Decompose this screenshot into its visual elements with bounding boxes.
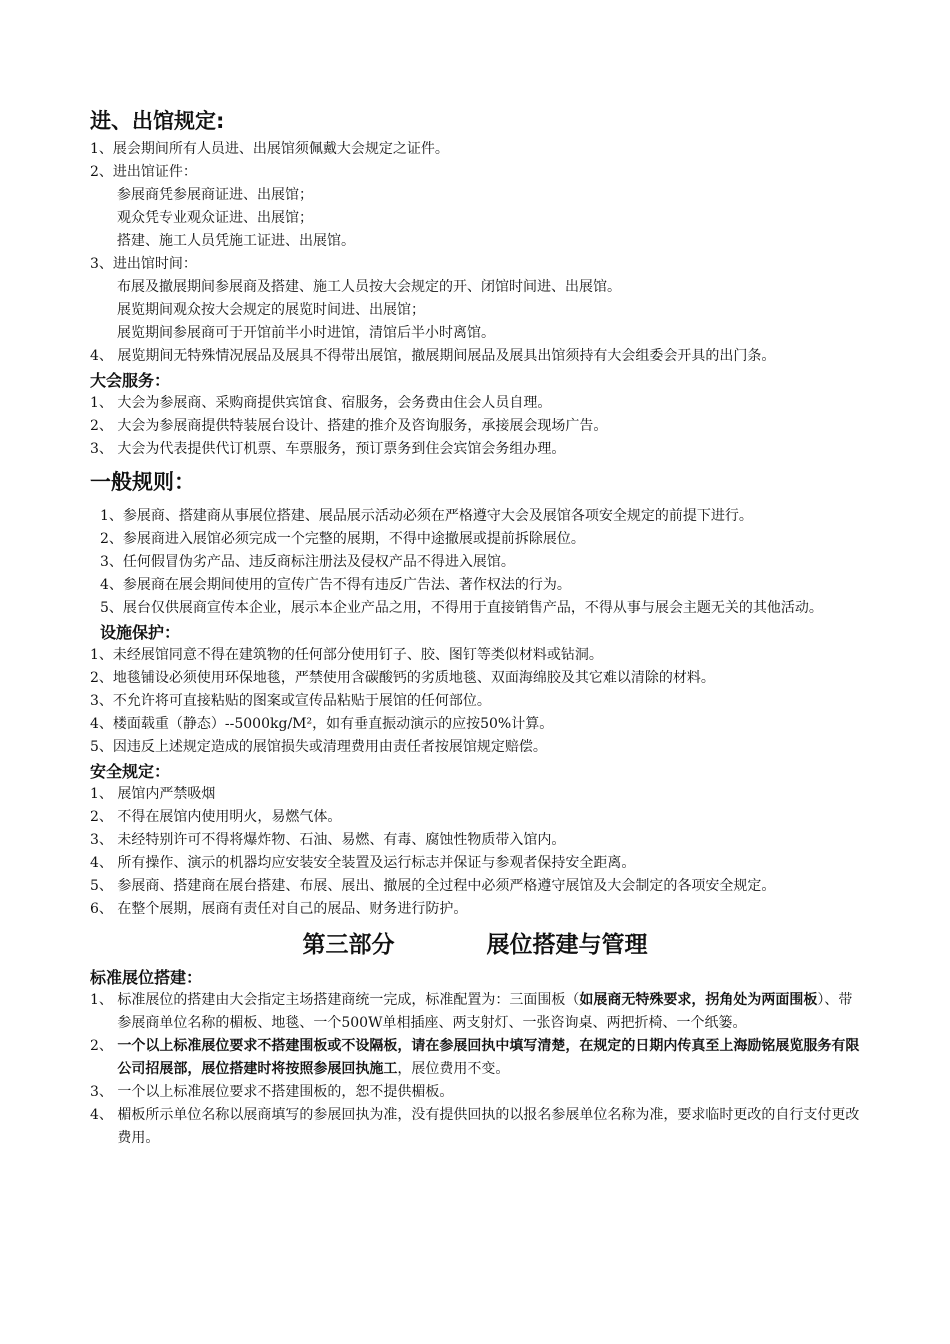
safety-item (90, 875, 860, 898)
entry-item-3-line: 展览期间参展商可于开馆前半小时进馆，清馆后半小时离馆。 (117, 325, 495, 341)
safety-item (90, 806, 860, 829)
item-text: 一个以上标准展位要求不搭建围板的，恕不提供楣板。 (117, 1084, 454, 1100)
general-item (90, 597, 860, 620)
service-item (90, 392, 860, 415)
document-page (90, 100, 860, 1150)
entry-item-3: 3、进出馆时间： (90, 256, 197, 272)
item-text: 标准展位的搭建由大会指定主场搭建商统一完成，标准配置为：三面围板（如展商无特殊要求，拐角处为两面围板）、带参展商单位名称的楣板、地毯、一个500W单相插座、两支射灯、一张咨询桌、两把折椅、一个纸篓。 (117, 992, 853, 1031)
item-number: 6、 (90, 901, 118, 917)
item-number: 2、 (90, 1038, 118, 1054)
section-title-safety: 安全规定： (90, 762, 171, 781)
facility-item: 4、楼面载重（静态）--5000kg/M²，如有垂直振动演示的应按50%计算。 (90, 716, 554, 732)
item-text: 参展商在展会期间使用的宣传广告不得有违反广告法、著作权法的行为。 (122, 577, 571, 593)
general-item (90, 528, 860, 551)
item-number: 4、 (100, 577, 123, 593)
item-number: 5、 (90, 878, 118, 894)
entry-item-2-line: 参展商凭参展商证进、出展馆； (117, 187, 313, 203)
item-text: 大会为参展商、采购商提供宾馆食、宿服务，会务费由住会人员自理。 (117, 395, 552, 411)
item-text: 展览期间无特殊情况展品及展具不得带出展馆，撤展期间展品及展具出馆须持有大会组委会开具的出门条。 (117, 348, 776, 364)
entry-item-2: 2、进出馆证件： (90, 164, 197, 180)
bold-note: 如展商无特殊要求，拐角处为两面围板 (579, 992, 818, 1008)
item-number: 1、 (90, 786, 118, 802)
item-text: 展馆内严禁吸烟 (117, 786, 216, 802)
bold-note: 一个以上标准展位要求不搭建围板或不设隔板，请在参展回执中填写清楚，在规定的日期内传真至上海励铭展览服务有限公司招展部，展位搭建时将按照参展回执施工 (117, 1038, 860, 1077)
section-title-general: 一般规则： (90, 470, 195, 494)
safety-item (90, 852, 860, 875)
item-text: 所有操作、演示的机器均应安装安全装置及运行标志并保证与参观者保持安全距离。 (117, 855, 636, 871)
entry-item-2-line: 观众凭专业观众证进、出展馆； (117, 210, 313, 226)
item-text: 未经特别许可不得将爆炸物、石油、易燃、有毒、腐蚀性物质带入馆内。 (117, 832, 566, 848)
item-text: 展台仅供展商宣传本企业，展示本企业产品之用，不得用于直接销售产品，不得从事与展会主题无关的其他活动。 (122, 600, 823, 616)
safety-item (90, 898, 860, 921)
service-item (90, 438, 860, 461)
item-number: 1、 (90, 395, 118, 411)
part-three-heading (90, 927, 860, 963)
entry-item-2-line: 搭建、施工人员凭施工证进、出展馆。 (117, 233, 355, 249)
item-text: 在整个展期，展商有责任对自己的展品、财务进行防护。 (117, 901, 468, 917)
item-number: 3、 (100, 554, 123, 570)
item-text: 不得在展馆内使用明火，易燃气体。 (117, 809, 342, 825)
item-text: 参展商、搭建商从事展位搭建、展品展示活动必须在严格遵守大会及展馆各项安全规定的前提下进行。 (122, 508, 753, 524)
section-title-booth: 标准展位搭建： (90, 968, 203, 987)
item-number: 4、 (90, 1107, 118, 1123)
item-number: 5、 (100, 600, 123, 616)
entry-item-3-line: 布展及撤展期间参展商及搭建、施工人员按大会规定的开、闭馆时间进、出展馆。 (117, 279, 621, 295)
item-number: 1、 (90, 992, 118, 1008)
item-number: 4、 (90, 855, 118, 871)
item-text: 参展商、搭建商在展台搭建、布展、展出、撤展的全过程中必须严格遵守展馆及大会制定的各项安全规定。 (117, 878, 776, 894)
section-title-service: 大会服务： (90, 371, 171, 390)
entry-item-4 (90, 345, 860, 368)
item-text: 大会为代表提供代订机票、车票服务，预订票务到住会宾馆会务组办理。 (117, 441, 566, 457)
item-text: 参展商进入展馆必须完成一个完整的展期，不得中途撤展或提前拆除展位。 (122, 531, 585, 547)
item-text: 一个以上标准展位要求不搭建围板或不设隔板，请在参展回执中填写清楚，在规定的日期内传真至上海励铭展览服务有限公司招展部，展位搭建时将按照参展回执施工，展位费用不变。 (117, 1038, 860, 1077)
facility-item: 1、未经展馆同意不得在建筑物的任何部分使用钉子、胶、图钉等类似材料或钻洞。 (90, 647, 603, 663)
safety-item (90, 829, 860, 852)
item-text: 楣板所示单位名称以展商填写的参展回执为准，没有提供回执的以报名参展单位名称为准，要求临时更改的自行支付更改费用。 (117, 1107, 860, 1146)
entry-item-1: 1、展会期间所有人员进、出展馆须佩戴大会规定之证件。 (90, 141, 449, 157)
general-item (90, 551, 860, 574)
item-number: 2、 (90, 418, 118, 434)
safety-item (90, 783, 860, 806)
booth-item (90, 1081, 860, 1104)
item-number: 3、 (90, 1084, 118, 1100)
entry-item-3-line: 展览期间观众按大会规定的展览时间进、出展馆； (117, 302, 425, 318)
general-item (90, 505, 860, 528)
facility-item: 3、不允许将可直接粘贴的图案或宣传品粘贴于展馆的任何部位。 (90, 693, 491, 709)
booth-item (90, 989, 860, 1035)
item-number: 2、 (100, 531, 123, 547)
general-item (90, 574, 860, 597)
part-title: 展位搭建与管理 (486, 932, 648, 958)
section-title-entry: 进、出馆规定: (90, 109, 225, 133)
item-number: 4、 (90, 348, 118, 364)
booth-item (90, 1035, 860, 1081)
item-number: 1、 (100, 508, 123, 524)
item-text: 任何假冒伪劣产品、违反商标注册法及侵权产品不得进入展馆。 (122, 554, 515, 570)
part-label: 第三部分 (302, 932, 395, 958)
section-title-facility: 设施保护： (100, 623, 181, 642)
item-number: 3、 (90, 832, 118, 848)
item-number: 3、 (90, 441, 118, 457)
service-item (90, 415, 860, 438)
booth-item (90, 1104, 860, 1150)
item-number: 2、 (90, 809, 118, 825)
item-text: 大会为参展商提供特装展台设计、搭建的推介及咨询服务，承接展会现场广告。 (117, 418, 608, 434)
facility-item: 5、因违反上述规定造成的展馆损失或清理费用由责任者按展馆规定赔偿。 (90, 739, 547, 755)
facility-item: 2、地毯铺设必须使用环保地毯，严禁使用含碳酸钙的劣质地毯、双面海绵胶及其它难以清除的材料。 (90, 670, 715, 686)
